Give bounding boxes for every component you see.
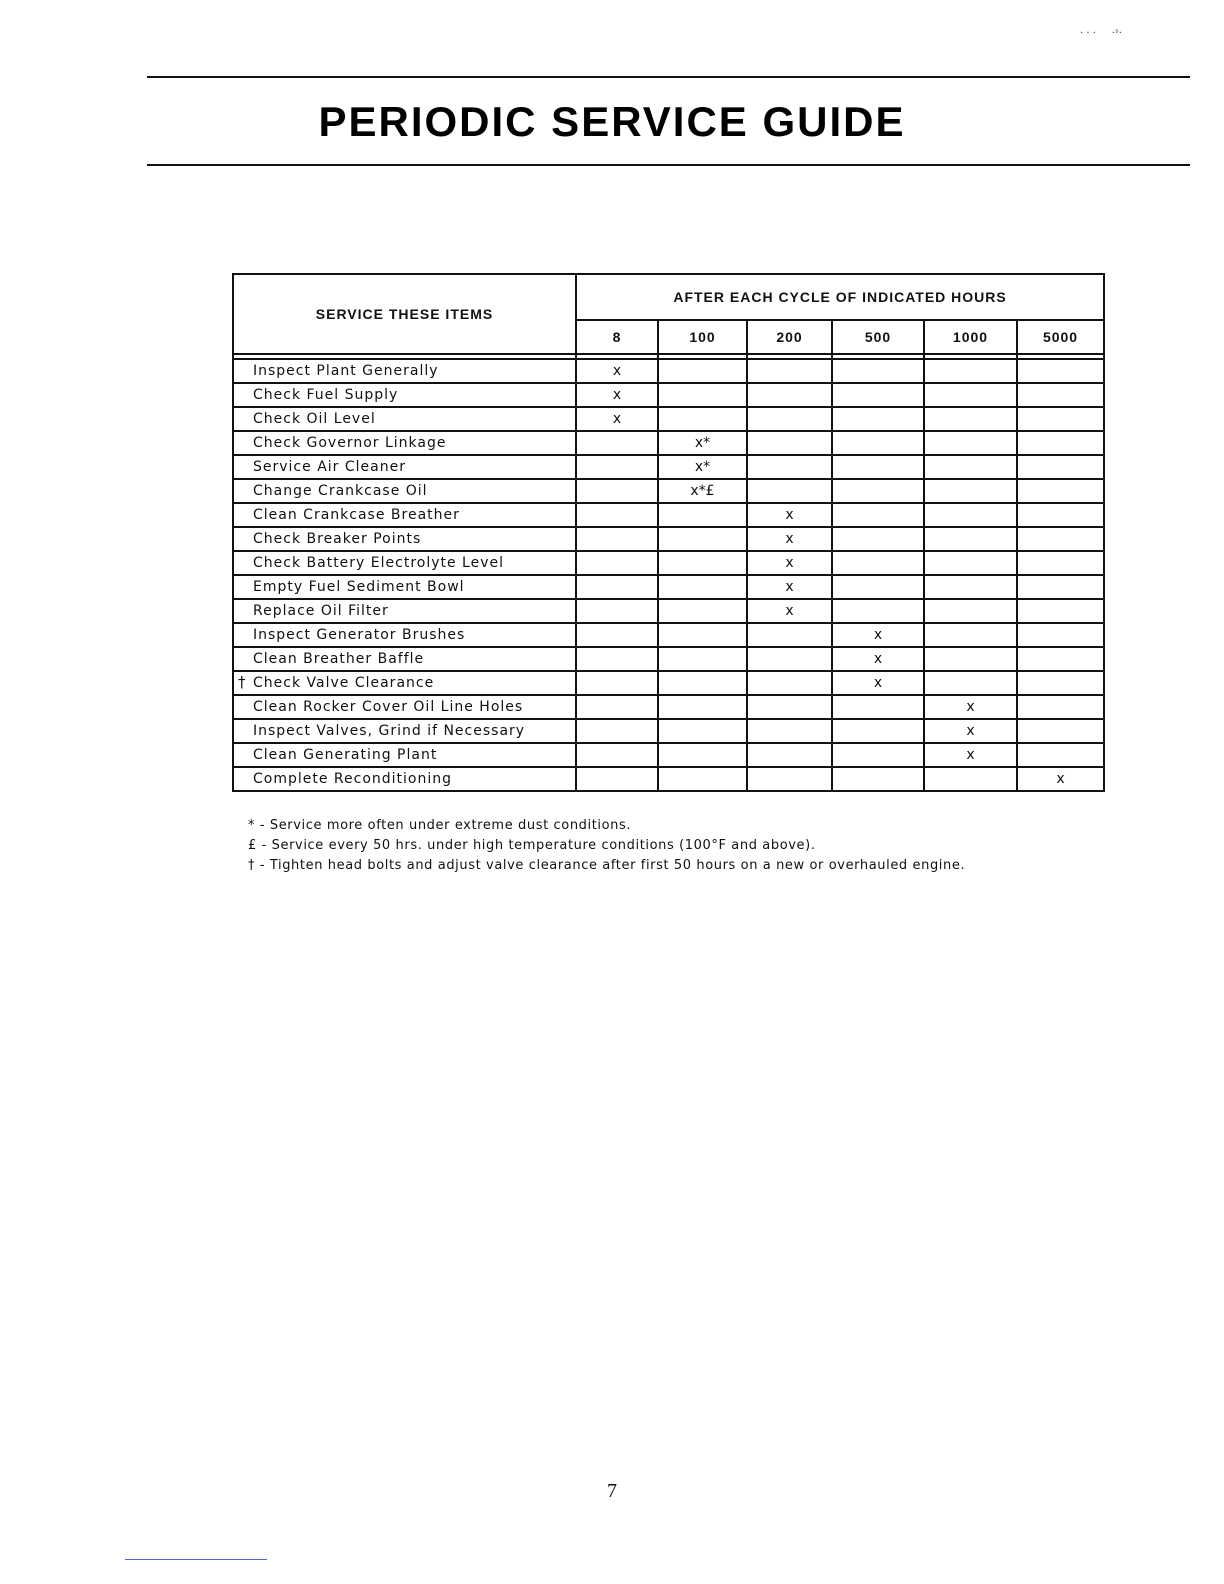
- hour-header: 500: [832, 320, 924, 354]
- interval-mark-cell: [924, 431, 1017, 455]
- table-row: [233, 575, 1104, 599]
- interval-mark-cell: [1017, 503, 1104, 527]
- interval-mark-cell: [924, 527, 1017, 551]
- service-table: [232, 273, 1105, 792]
- interval-mark-cell: [924, 455, 1017, 479]
- underline-mark: [125, 1559, 267, 1560]
- interval-mark-cell: x: [1017, 767, 1104, 791]
- table-row: [233, 479, 1104, 503]
- footnote: £ - Service every 50 hrs. under high temperature conditions (100°F and above).: [248, 838, 816, 853]
- service-item-cell: [233, 767, 576, 791]
- service-item-cell: [233, 431, 576, 455]
- interval-mark-cell: [658, 527, 747, 551]
- interval-mark-cell: x: [576, 407, 658, 431]
- interval-mark-cell: [576, 431, 658, 455]
- interval-mark-cell: x: [747, 599, 832, 623]
- interval-mark-cell: [747, 479, 832, 503]
- interval-mark-cell: [832, 575, 924, 599]
- page-number: 7: [607, 1480, 617, 1502]
- interval-mark-cell: x*: [658, 455, 747, 479]
- interval-mark-cell: x: [924, 743, 1017, 767]
- hour-header: 100: [658, 320, 747, 354]
- interval-mark-cell: [832, 551, 924, 575]
- interval-mark-cell: [576, 695, 658, 719]
- service-item-cell: [233, 719, 576, 743]
- service-item-cell: [233, 551, 576, 575]
- service-item-label: Check Governor Linkage: [253, 435, 447, 451]
- service-item-label: Clean Breather Baffle: [253, 651, 425, 667]
- interval-mark-cell: [576, 479, 658, 503]
- interval-mark-cell: x*£: [658, 479, 747, 503]
- interval-mark-cell: x: [747, 527, 832, 551]
- interval-mark-cell: [576, 575, 658, 599]
- interval-mark-cell: [924, 383, 1017, 407]
- service-item-label: Change Crankcase Oil: [253, 483, 428, 499]
- interval-mark-cell: x: [576, 383, 658, 407]
- interval-mark-cell: [1017, 359, 1104, 383]
- interval-mark-cell: [924, 647, 1017, 671]
- service-item-cell: [233, 623, 576, 647]
- interval-mark-cell: [924, 503, 1017, 527]
- service-rows: [233, 354, 1104, 791]
- interval-mark-cell: x: [576, 359, 658, 383]
- interval-mark-cell: [832, 599, 924, 623]
- table-row: [233, 767, 1104, 791]
- table-row: [233, 719, 1104, 743]
- service-item-label: Replace Oil Filter: [253, 603, 389, 619]
- interval-mark-cell: [924, 671, 1017, 695]
- interval-mark-cell: x: [747, 575, 832, 599]
- table-row: [233, 455, 1104, 479]
- service-item-label: Clean Generating Plant: [253, 747, 438, 763]
- scan-speck: · · · ·ˢ·: [1080, 28, 1122, 39]
- interval-mark-cell: [832, 407, 924, 431]
- interval-mark-cell: x: [832, 671, 924, 695]
- service-item-label: Inspect Generator Brushes: [253, 627, 466, 643]
- interval-mark-cell: [1017, 431, 1104, 455]
- table-row: [233, 599, 1104, 623]
- interval-mark-cell: [576, 671, 658, 695]
- interval-mark-cell: [747, 647, 832, 671]
- interval-mark-cell: [658, 407, 747, 431]
- interval-mark-cell: [924, 359, 1017, 383]
- interval-mark-cell: [747, 623, 832, 647]
- hours-group-header: AFTER EACH CYCLE OF INDICATED HOURS: [576, 274, 1104, 320]
- table-row: [233, 407, 1104, 431]
- service-item-cell: [233, 383, 576, 407]
- interval-mark-cell: [832, 767, 924, 791]
- service-item-label: Check Battery Electrolyte Level: [253, 555, 505, 571]
- interval-mark-cell: [1017, 599, 1104, 623]
- service-item-cell: [233, 503, 576, 527]
- interval-mark-cell: x: [924, 695, 1017, 719]
- interval-mark-cell: [1017, 551, 1104, 575]
- interval-mark-cell: [658, 551, 747, 575]
- hour-header: 200: [747, 320, 832, 354]
- interval-mark-cell: [832, 479, 924, 503]
- interval-mark-cell: [658, 503, 747, 527]
- table-row: [233, 503, 1104, 527]
- service-item-cell: [233, 671, 576, 695]
- interval-mark-cell: [747, 359, 832, 383]
- interval-mark-cell: [924, 407, 1017, 431]
- interval-mark-cell: [576, 599, 658, 623]
- interval-mark-cell: [658, 383, 747, 407]
- service-item-cell: [233, 527, 576, 551]
- interval-mark-cell: [576, 767, 658, 791]
- table-row: [233, 647, 1104, 671]
- footnotes: [248, 816, 965, 876]
- interval-mark-cell: x: [747, 551, 832, 575]
- interval-mark-cell: [658, 359, 747, 383]
- interval-mark-cell: [1017, 647, 1104, 671]
- interval-mark-cell: [658, 623, 747, 647]
- interval-mark-cell: [576, 503, 658, 527]
- interval-mark-cell: [576, 743, 658, 767]
- interval-mark-cell: [832, 455, 924, 479]
- table-row: [233, 743, 1104, 767]
- interval-mark-cell: [832, 359, 924, 383]
- interval-mark-cell: [658, 599, 747, 623]
- interval-mark-cell: [747, 695, 832, 719]
- service-item-label: Service Air Cleaner: [253, 459, 406, 475]
- service-item-label: Clean Crankcase Breather: [253, 507, 460, 523]
- interval-mark-cell: [1017, 455, 1104, 479]
- items-header: SERVICE THESE ITEMS: [233, 274, 576, 354]
- interval-mark-cell: [1017, 407, 1104, 431]
- interval-mark-cell: [1017, 527, 1104, 551]
- table-row: [233, 623, 1104, 647]
- service-item-cell: [233, 455, 576, 479]
- table-row: [233, 359, 1104, 383]
- interval-mark-cell: [832, 719, 924, 743]
- interval-mark-cell: [747, 743, 832, 767]
- interval-mark-cell: [1017, 671, 1104, 695]
- service-item-label: Check Fuel Supply: [253, 387, 399, 403]
- service-item-cell: [233, 359, 576, 383]
- table-row: [233, 527, 1104, 551]
- interval-mark-cell: [747, 431, 832, 455]
- interval-mark-cell: [832, 503, 924, 527]
- service-item-label: Empty Fuel Sediment Bowl: [253, 579, 465, 595]
- interval-mark-cell: [924, 575, 1017, 599]
- interval-mark-cell: [658, 719, 747, 743]
- interval-mark-cell: [747, 767, 832, 791]
- interval-mark-cell: [1017, 479, 1104, 503]
- interval-mark-cell: x*: [658, 431, 747, 455]
- service-item-cell: [233, 575, 576, 599]
- table-row: [233, 695, 1104, 719]
- hour-header: 8: [576, 320, 658, 354]
- service-item-cell: [233, 599, 576, 623]
- interval-mark-cell: [576, 719, 658, 743]
- interval-mark-cell: [1017, 743, 1104, 767]
- service-item-label: Check Oil Level: [253, 411, 376, 427]
- interval-mark-cell: [747, 671, 832, 695]
- interval-mark-cell: [924, 767, 1017, 791]
- interval-mark-cell: [832, 743, 924, 767]
- service-item-label: Inspect Valves, Grind if Necessary: [253, 723, 526, 739]
- bottom-rule: [147, 164, 1190, 166]
- interval-mark-cell: x: [832, 647, 924, 671]
- interval-mark-cell: [658, 695, 747, 719]
- interval-mark-cell: [576, 647, 658, 671]
- interval-mark-cell: [832, 431, 924, 455]
- interval-mark-cell: [747, 383, 832, 407]
- interval-mark-cell: [658, 767, 747, 791]
- top-rule: [147, 76, 1190, 78]
- table-row: [233, 431, 1104, 455]
- interval-mark-cell: [658, 743, 747, 767]
- interval-mark-cell: [747, 455, 832, 479]
- interval-mark-cell: [576, 623, 658, 647]
- interval-mark-cell: [658, 575, 747, 599]
- interval-mark-cell: [1017, 695, 1104, 719]
- service-item-label: Check Breaker Points: [253, 531, 422, 547]
- hour-header: 5000: [1017, 320, 1104, 354]
- interval-mark-cell: [1017, 623, 1104, 647]
- service-item-cell: [233, 695, 576, 719]
- service-item-cell: [233, 407, 576, 431]
- service-item-cell: [233, 647, 576, 671]
- table-row: [233, 383, 1104, 407]
- service-item-label: Check Valve Clearance: [253, 675, 435, 691]
- table-row: [233, 671, 1104, 695]
- interval-mark-cell: [747, 719, 832, 743]
- interval-mark-cell: [1017, 575, 1104, 599]
- interval-mark-cell: x: [924, 719, 1017, 743]
- interval-mark-cell: [576, 551, 658, 575]
- interval-mark-cell: [1017, 383, 1104, 407]
- service-item-label: Complete Reconditioning: [253, 771, 453, 787]
- service-item-cell: [233, 743, 576, 767]
- interval-mark-cell: [747, 407, 832, 431]
- interval-mark-cell: x: [747, 503, 832, 527]
- interval-mark-cell: [658, 647, 747, 671]
- page-title: PERIODIC SERVICE GUIDE: [318, 98, 906, 145]
- dagger-marker: †: [238, 673, 247, 691]
- service-item-label: Inspect Plant Generally: [253, 363, 439, 379]
- interval-mark-cell: [924, 479, 1017, 503]
- interval-mark-cell: [1017, 719, 1104, 743]
- interval-mark-cell: [576, 455, 658, 479]
- interval-mark-cell: [658, 671, 747, 695]
- footnote: † - Tighten head bolts and adjust valve clearance after first 50 hours on a new or overhauled engine.: [248, 858, 966, 873]
- service-item-label: Clean Rocker Cover Oil Line Holes: [253, 699, 524, 715]
- interval-mark-cell: x: [832, 623, 924, 647]
- footnote: * - Service more often under extreme dust conditions.: [248, 818, 632, 833]
- interval-mark-cell: [832, 383, 924, 407]
- table-row: [233, 551, 1104, 575]
- interval-mark-cell: [924, 599, 1017, 623]
- service-item-cell: [233, 479, 576, 503]
- interval-mark-cell: [832, 527, 924, 551]
- interval-mark-cell: [924, 623, 1017, 647]
- hour-header: 1000: [924, 320, 1017, 354]
- interval-mark-cell: [832, 695, 924, 719]
- interval-mark-cell: [924, 551, 1017, 575]
- interval-mark-cell: [576, 527, 658, 551]
